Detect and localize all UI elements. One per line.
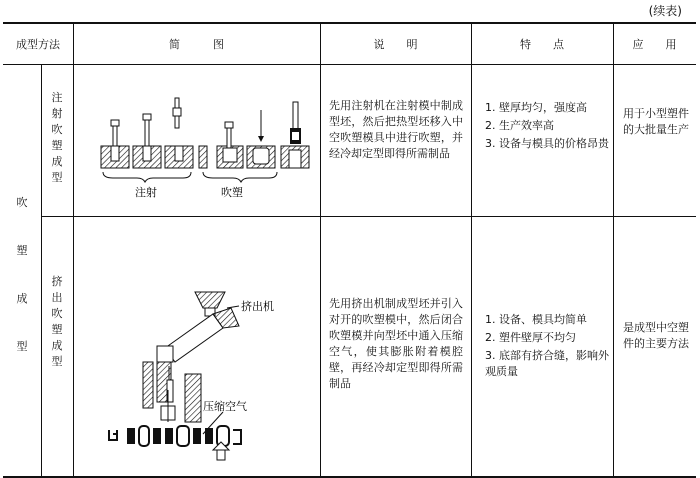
row1-description: 先用注射机在注射模中制成型坯，然后把热型坯移入中空吹塑模具中进行吹塑，并经冷却定型即得所需制品 bbox=[329, 99, 463, 160]
header-method: 成型方法 bbox=[16, 38, 60, 51]
extruder-label: 挤出机 bbox=[241, 300, 274, 313]
row1-feature-3: 3. 设备与模具的价格昂贵 bbox=[485, 137, 609, 150]
blow-label: 吹塑 bbox=[221, 186, 243, 199]
process-table bbox=[3, 22, 696, 478]
injection-label: 注射 bbox=[135, 186, 157, 199]
row2-feature-3: 3. 底部有挤合缝，影响外观质量 bbox=[485, 349, 609, 378]
col-divider-1 bbox=[41, 64, 42, 476]
col-divider-5 bbox=[613, 24, 614, 476]
header-application: 应 用 bbox=[632, 38, 677, 51]
injection-blow-diagram bbox=[93, 94, 323, 212]
row2-method-name: 挤出吹塑成型 bbox=[51, 275, 63, 368]
row2-feature-2: 2. 塑件壁厚不均匀 bbox=[485, 331, 576, 344]
row2-description: 先用挤出机制成型坯并引入对开的吹塑模中，然后闭合吹塑模并向型坯中通入压缩空气，使其膨胀附着模腔壁，再经冷却定型即得所需制品 bbox=[329, 297, 463, 390]
row1-feature-1: 1. 壁厚均匀，强度高 bbox=[485, 101, 587, 114]
row1-method-name: 注射吹塑成型 bbox=[51, 91, 63, 184]
col-divider-4 bbox=[471, 24, 472, 476]
header-features: 特 点 bbox=[520, 38, 564, 51]
header-divider bbox=[3, 64, 696, 65]
extrusion-blow-diagram bbox=[95, 262, 315, 466]
group-label bbox=[15, 194, 29, 386]
header-sketch: 简 图 bbox=[169, 38, 224, 51]
row1-features bbox=[485, 100, 609, 154]
col-divider-2 bbox=[73, 24, 74, 476]
group-char-2: 塑 bbox=[16, 244, 28, 257]
continued-label: (续表) bbox=[648, 4, 682, 18]
row-divider bbox=[41, 216, 696, 217]
row2-features bbox=[485, 312, 609, 382]
row1-application: 用于小型塑件的大批量生产 bbox=[623, 107, 689, 136]
group-char-1: 吹 bbox=[16, 196, 28, 209]
group-char-3: 成 bbox=[16, 292, 28, 305]
col-divider-3 bbox=[320, 24, 321, 476]
row2-feature-1: 1. 设备、模具均简单 bbox=[485, 313, 587, 326]
row2-application: 是成型中空塑件的主要方法 bbox=[623, 321, 689, 350]
header-description: 说 明 bbox=[373, 38, 418, 51]
compressed-air-label: 压缩空气 bbox=[203, 400, 247, 413]
group-char-4: 型 bbox=[16, 340, 28, 353]
row1-feature-2: 2. 生产效率高 bbox=[485, 119, 554, 132]
